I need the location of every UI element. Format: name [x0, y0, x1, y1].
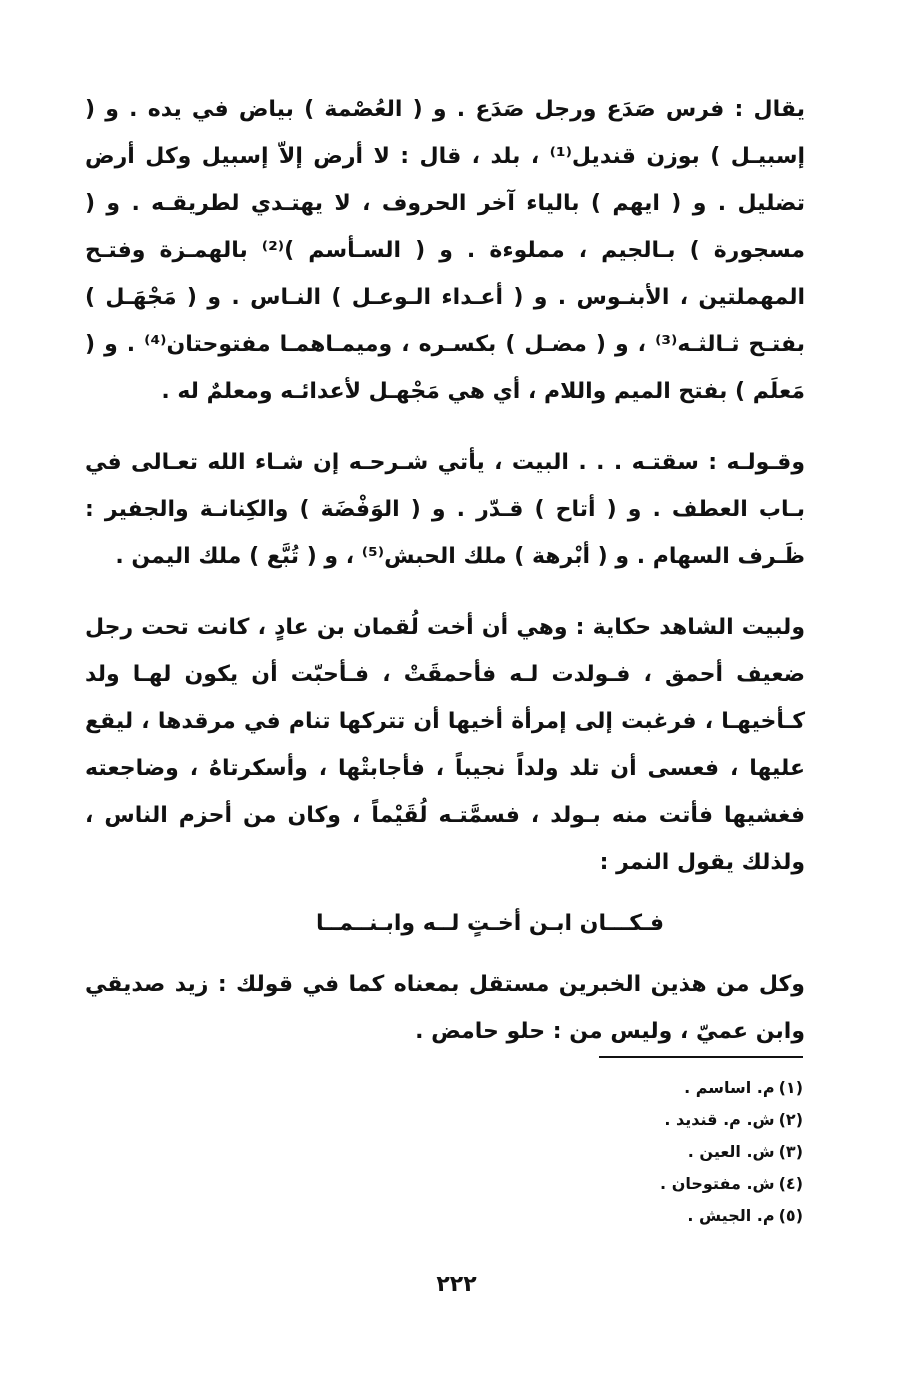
footnote-item: [503, 1072, 803, 1104]
paragraph-story: ولبيت الشاهد حكاية : وهي أن أخت لُقمان بن عادٍ ، كانت تحت رجل ضعيف أحمق ، فـولدت لـه فأحمقَتْ ، فـأحبّت أن يكون لهـا ولد كـأخيهـا ، فرغبت إلى إمرأة أخيها أن تتركها تنام في مرقدها ، ليقع عليها ، فعسى أن تلد ولداً نجيباً ، فأجابتْها ، وأسكرتاهُ ، وضاجعته فغشيها فأتت منه بـولد ، فسمَّتـه لُقَيْماً ، وكان من أحزم الناس ، ولذلك يقول النمر :: [85, 615, 805, 875]
footnote-divider: [599, 1056, 803, 1058]
page-body: [85, 86, 805, 1055]
footnote-text: م. الجيش .: [687, 1206, 775, 1225]
paragraph-verse-commentary: وقـولـه : سقتـه . . . البيت ، يأتي شـرحـه إن شـاء الله تعـالى في بـاب العطف . و ( أتاح ) قـدّر . و ( الوَفْضَة ) والكِنانـة والجفير : ظَـرف السهام . و ( أبْرهة ) ملك الحبش⁽⁵⁾ ، و ( تُبَّع ) ملك اليمن .: [85, 450, 805, 569]
footnote-text: م. اساسم .: [684, 1078, 775, 1097]
footnote-number: (٣): [778, 1142, 803, 1161]
paragraph-vocabulary: يقال : فرس صَدَع ورجل صَدَع . و ( العُصْمة ) بياض في يده . و ( إسبيـل ) بوزن قنديل⁽¹⁾ ، بلد ، قال : لا أرض إلاّ إسبيل وكل أرض تضليل . و ( ايهم ) بالياء آخر الحروف ، لا يهتـدي لطريقـه . و ( مسجورة ) بـالجيم ، مملوءة . و ( السـأسم )⁽²⁾ بالهمـزة وفتـح المهملتين ، الأبنـوس . و ( أعـداء الـوعـل ) النـاس . و ( مَجْهَـل ) بفتـح ثـالثـه⁽³⁾ ، و ( مضـل ) بكسـره ، وميمـاهمـا مفتوحتان⁽⁴⁾ . و ( مَعلَم ) بفتح الميم واللام ، أي هي مَجْهـل لأعدائـه ومعلمٌ له .: [85, 97, 806, 404]
footnote-text: ش. م. قنديد .: [664, 1110, 775, 1129]
footnotes-list: [503, 1072, 803, 1232]
paragraph-closing: وكل من هذين الخبرين مستقل بمعناه كما في قولك : زيد صديقي وابن عميّ ، وليس من : حلو حامض .: [85, 972, 805, 1044]
footnote-number: (١): [778, 1078, 803, 1097]
footnote-item: [503, 1168, 803, 1200]
footnote-item: [503, 1200, 803, 1232]
page-number: ٢٢٢: [436, 1272, 477, 1297]
footnote-item: [503, 1104, 803, 1136]
poetry-verse: فـكـــان ابـن أخـتٍ لــه وابـنــمــا: [316, 911, 664, 936]
footnote-text: ش. مفتوحان .: [660, 1174, 775, 1193]
footnote-number: (٢): [778, 1110, 803, 1129]
footnote-text: ش. العين .: [687, 1142, 775, 1161]
footnote-number: (٤): [778, 1174, 803, 1193]
footnote-item: [503, 1136, 803, 1168]
footnote-number: (٥): [778, 1206, 803, 1225]
